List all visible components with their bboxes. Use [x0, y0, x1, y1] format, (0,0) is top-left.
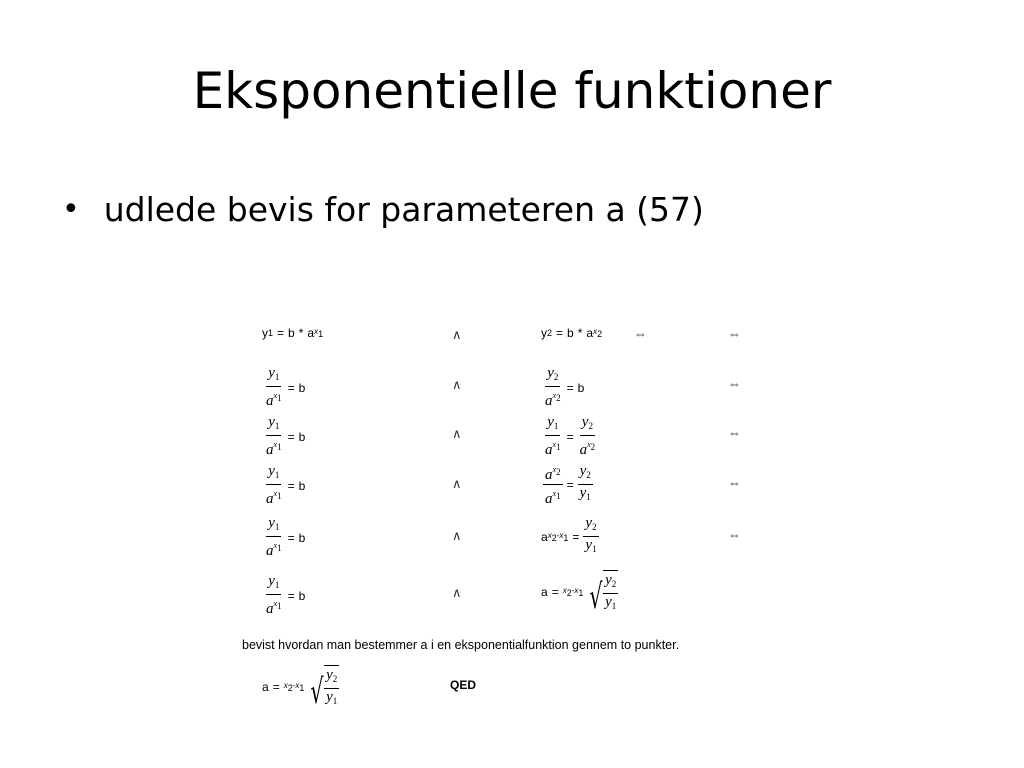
and-icon: ∧ [452, 476, 462, 491]
iff-icon: ⇔ [728, 425, 741, 440]
proof-row-2-left: $\frac{y_1}{a^{x_1}}$ = b [266, 365, 306, 409]
iff-icon: ⇔ [728, 475, 741, 490]
and-icon: ∧ [452, 585, 462, 600]
proof-row-4-left: $\frac{y_1}{a^{x_1}}$ = b [266, 463, 306, 507]
and-icon: ∧ [452, 426, 462, 441]
proof-result: a = $x_2-x_1$ √ $\frac{y_2}{y_1}$ [262, 667, 338, 712]
proof-row-4-right: $\frac{a^{x_2}}{a^{x_1}}$ = $\frac{y_2}{y_1}$ [545, 463, 591, 507]
qed-label: QED [450, 678, 477, 692]
proof-note: bevist hvordan man bestemmer a i en eksponentialfunktion gennem to punkter. [242, 638, 680, 652]
slide-title: Eksponentielle funktioner [192, 62, 832, 120]
iff-icon: ⇔ [728, 326, 741, 341]
bullet-dot-icon: • [62, 192, 80, 227]
and-icon: ∧ [452, 327, 462, 342]
and-icon: ∧ [452, 528, 462, 543]
proof-row-3-right: $\frac{y_1}{a^{x_1}}$ = $\frac{y_2}{a^{x_2}}$ [545, 414, 596, 458]
proof-row-3-left: $\frac{y_1}{a^{x_1}}$ = b [266, 414, 306, 458]
proof-row-6-right: a = $x_2-x_1$ √ $\frac{y_2}{y_1}$ [541, 572, 617, 617]
sqrt-icon: √ $\frac{y_2}{y_1}$ [589, 572, 617, 617]
proof-row-5-left: $\frac{y_1}{a^{x_1}}$ = b [266, 515, 306, 559]
sqrt-icon: √ $\frac{y_2}{y_1}$ [310, 667, 338, 712]
proof-row-1-left: y 1 = b * a $x_1$ [262, 326, 324, 340]
bullet-text: udlede bevis for parameteren a (57) [103, 190, 704, 229]
proof-row-6-left: $\frac{y_1}{a^{x_1}}$ = b [266, 573, 306, 617]
proof-row-2-right: $\frac{y_2}{a^{x_2}}$ = b [545, 365, 585, 409]
iff-icon: ⇔ [634, 326, 647, 341]
iff-icon: ⇔ [728, 376, 741, 391]
proof-row-1-right: y 2 = b * a $x_2$ [541, 326, 603, 340]
iff-icon: ⇔ [728, 527, 741, 542]
proof-row-5-right: a $x_2-x_1$ = $\frac{y_2}{y_1}$ [541, 515, 597, 554]
and-icon: ∧ [452, 377, 462, 392]
